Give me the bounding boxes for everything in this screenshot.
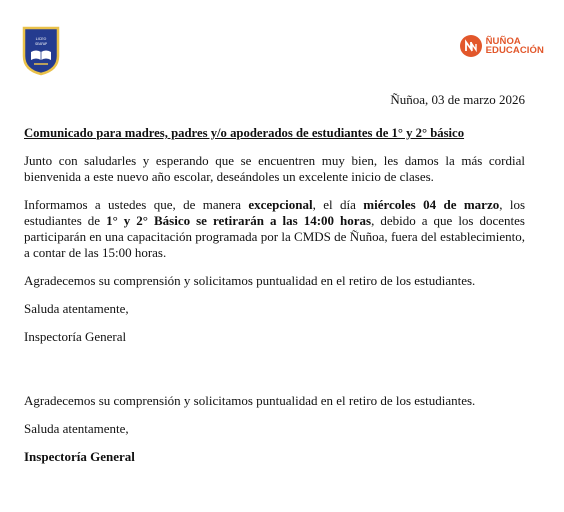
nunoa-logo-line2: EDUCACIÓN [485,45,544,56]
nunoa-educacion-logo [460,32,544,60]
announcement-bold-date: miércoles 04 de marzo [363,197,500,212]
announcement-bold-dismissal: 1° y 2° Básico se retirarán a las 14:00 horas [106,213,372,228]
announcement-text-3: , los estudiantes de [24,197,526,228]
paragraph-thanks-repeat: Agradecemos su comprensión y solicitamos puntualidad en el retiro de los estudiantes. [24,393,476,408]
letter-body [24,92,525,477]
signature-line: Inspectoría General [24,329,127,344]
nunoa-educacion-logo-icon [460,35,482,57]
letter-subject: Comunicado para madres, padres y/o apoderados de estudiantes de 1° y 2° básico [24,126,465,140]
school-crest-logo [22,26,60,76]
paragraph-thanks: Agradecemos su comprensión y solicitamos puntualidad en el retiro de los estudiantes. [24,273,476,288]
school-crest-icon [22,26,60,76]
spacer [24,357,525,393]
announcement-text-4: , debido a que los docentes participarán en una capacitación programada por la CMDS de Ñuñoa, fuera del establecimiento, a contar de las 15:00 horas. [24,213,525,260]
announcement-text-1: Informamos a ustedes que, de manera [24,197,249,212]
letter-date: Ñuñoa, 03 de marzo 2026 [390,92,525,107]
closing-line: Saluda atentamente, [24,301,129,316]
paragraph-greeting: Junto con saludarles y esperando que se encuentren muy bien, les damos la más cordial bienvenida a este nuevo año escolar, deseándoles un excelente inicio de clases. [24,153,525,184]
paragraph-announcement [24,197,525,261]
announcement-text-2: , el día [312,197,364,212]
nunoa-educacion-logo-text [486,37,544,56]
closing-line-repeat: Saluda atentamente, [24,421,129,436]
signature-line-repeat: Inspectoría General [24,449,135,464]
announcement-bold-exceptional: excepcional [248,197,313,212]
nunoa-logo-line1: ÑUÑOA [485,35,521,47]
svg-text:SEAFAP: SEAFAP [35,42,47,46]
svg-text:LICEO: LICEO [35,37,47,41]
